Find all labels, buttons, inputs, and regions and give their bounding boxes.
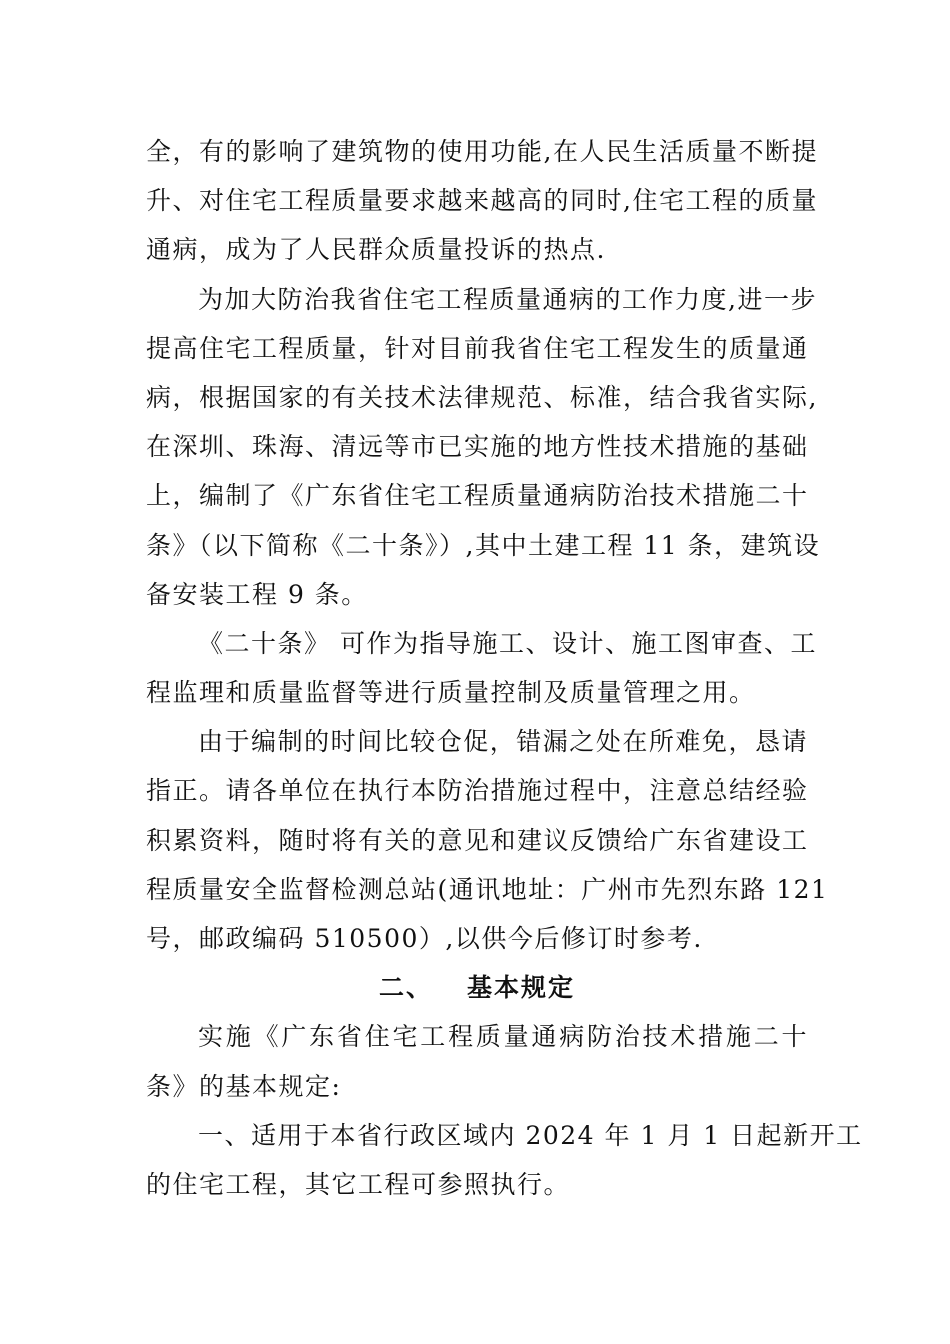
section-number: 二、	[378, 973, 433, 1003]
text-line: 积累资料，随时将有关的意见和建议反馈给广东省建设工	[146, 825, 809, 855]
text-line: 号，邮政编码 510500）,以供今后修订时参考.	[146, 924, 703, 953]
text-line: 指正。请各单位在执行本防治措施过程中，注意总结经验	[146, 776, 809, 806]
paragraph-feedback	[146, 717, 829, 963]
text-line: 为加大防治我省住宅工程质量通病的工作力度,进一步	[198, 284, 817, 314]
text-line: 程监理和质量监督等进行质量控制及质量管理之用。	[146, 678, 756, 708]
text-line: 备安装工程 9 条。	[146, 579, 368, 609]
text-line: 升、对住宅工程质量要求越来越高的同时,住宅工程的质量	[146, 186, 818, 216]
paragraph-basic-rules-intro	[146, 1012, 808, 1110]
text-line: 病，根据国家的有关技术法律规范、标准，结合我省实际,	[146, 382, 818, 412]
text-line: 上，编制了《广东省住宅工程质量通病防治技术措施二十	[146, 481, 809, 511]
text-line: 条》的基本规定:	[146, 1071, 342, 1101]
text-line: 条》（以下简称《二十条》）,其中土建工程 11 条，建筑设	[146, 530, 821, 560]
section-title: 基本规定	[467, 973, 576, 1003]
text-line: 的住宅工程，其它工程可参照执行。	[146, 1169, 571, 1199]
paragraph-rule-one	[146, 1111, 863, 1209]
text-line: 提高住宅工程质量，针对目前我省住宅工程发生的质量通	[146, 333, 809, 363]
section-heading	[146, 963, 808, 1012]
paragraph-usage	[146, 619, 817, 717]
text-line: 《二十条》 可作为指导施工、设计、施工图审查、工	[198, 628, 817, 658]
text-line: 一、适用于本省行政区域内 2024 年 1 月 1 日起新开工	[198, 1120, 863, 1150]
text-line: 全，有的影响了建筑物的使用功能,在人民生活质量不断提	[146, 137, 818, 166]
paragraph-purpose	[146, 275, 821, 619]
text-line: 在深圳、珠海、清远等市已实施的地方性技术措施的基础	[146, 432, 809, 462]
text-line: 由于编制的时间比较仓促，错漏之处在所难免，恳请	[198, 727, 808, 757]
paragraph-continuation	[146, 127, 818, 275]
text-line: 程质量安全监督检测总站(通讯地址：广州市先烈东路 121	[146, 874, 829, 904]
text-line: 通病，成为了人民群众质量投诉的热点.	[146, 235, 606, 265]
text-line: 实施《广东省住宅工程质量通病防治技术措施二十	[198, 1022, 808, 1052]
document-body	[146, 127, 863, 1209]
